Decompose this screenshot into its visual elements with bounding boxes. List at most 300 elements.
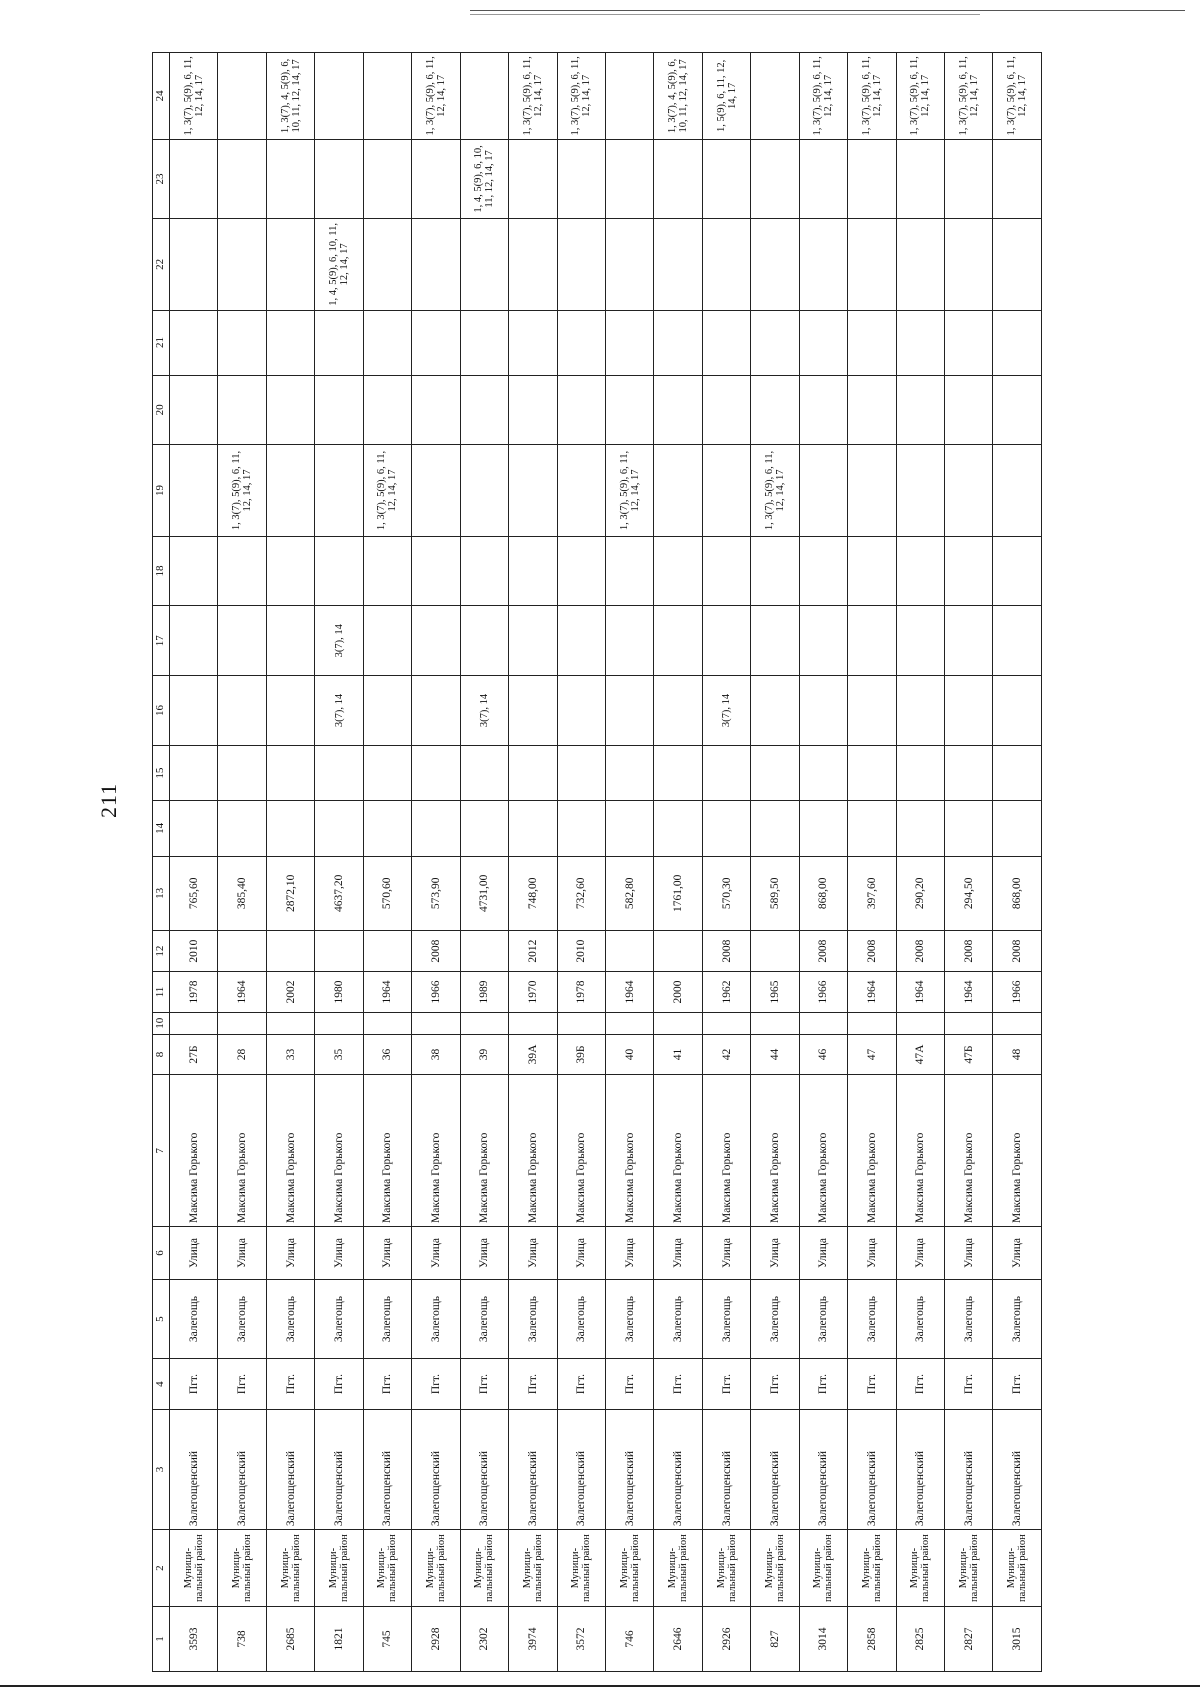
- cell-c7: Максима Горького: [993, 1075, 1042, 1227]
- cell-c22: [848, 219, 896, 310]
- cell-c16: [993, 676, 1042, 746]
- cell-c5: Залегощь: [605, 1279, 653, 1358]
- cell-c15: [266, 745, 314, 800]
- cell-c3: Залегощенский: [363, 1409, 411, 1529]
- cell-c19: [896, 445, 944, 536]
- cell-c21: [751, 310, 799, 375]
- cell-c17: [218, 606, 266, 676]
- cell-c17: [460, 606, 508, 676]
- cell-c20: [848, 375, 896, 445]
- cell-c15: [799, 745, 847, 800]
- cell-c18: [896, 536, 944, 606]
- cell-c5: Залегощь: [170, 1279, 218, 1358]
- cell-c12: [218, 931, 266, 972]
- cell-c17: 3(7), 14: [315, 606, 363, 676]
- cell-c6: Улица: [218, 1227, 266, 1280]
- cell-c17: [654, 606, 702, 676]
- cell-c18: [945, 536, 993, 606]
- column-header: 15: [153, 745, 170, 800]
- cell-c3: Залегощенский: [896, 1409, 944, 1529]
- cell-c11: 1966: [799, 972, 847, 1013]
- column-header: 20: [153, 375, 170, 445]
- cell-c10: [896, 1012, 944, 1034]
- table-row: [751, 53, 799, 1672]
- cell-c19: 1, 3(7), 5(9), 6, 11, 12, 14, 17: [218, 445, 266, 536]
- cell-c1: 2928: [412, 1607, 460, 1672]
- cell-c19: [557, 445, 605, 536]
- column-header: 14: [153, 801, 170, 856]
- cell-c10: [654, 1012, 702, 1034]
- cell-c18: [751, 536, 799, 606]
- cell-c13: 294,50: [945, 856, 993, 931]
- cell-c2: Муници-пальный район: [509, 1530, 557, 1607]
- cell-c24: 1, 3(7), 5(9), 6, 11, 12, 14, 17: [896, 53, 944, 140]
- cell-c17: [993, 606, 1042, 676]
- cell-c7: Максима Горького: [848, 1075, 896, 1227]
- cell-c21: [460, 310, 508, 375]
- cell-c22: [363, 219, 411, 310]
- cell-c23: [945, 139, 993, 218]
- cell-c3: Залегощенский: [848, 1409, 896, 1529]
- cell-c14: [945, 801, 993, 856]
- cell-c8: 46: [799, 1034, 847, 1075]
- column-header: 10: [153, 1012, 170, 1034]
- cell-c19: 1, 3(7), 5(9), 6, 11, 12, 14, 17: [605, 445, 653, 536]
- cell-c11: 1989: [460, 972, 508, 1013]
- cell-c2: Муници-пальный район: [363, 1530, 411, 1607]
- cell-c13: 4731,00: [460, 856, 508, 931]
- cell-c11: 1964: [945, 972, 993, 1013]
- cell-c5: Залегощь: [654, 1279, 702, 1358]
- cell-c16: [654, 676, 702, 746]
- cell-c10: [460, 1012, 508, 1034]
- cell-c24: [460, 53, 508, 140]
- cell-c14: [363, 801, 411, 856]
- cell-c10: [363, 1012, 411, 1034]
- cell-c13: 397,60: [848, 856, 896, 931]
- cell-c7: Максима Горького: [799, 1075, 847, 1227]
- bottom-rule: [0, 1685, 1200, 1687]
- cell-c8: 28: [218, 1034, 266, 1075]
- cell-c23: [266, 139, 314, 218]
- cell-c20: [799, 375, 847, 445]
- cell-c19: [654, 445, 702, 536]
- cell-c1: 3014: [799, 1607, 847, 1672]
- cell-c5: Залегощь: [509, 1279, 557, 1358]
- cell-c8: 27Б: [170, 1034, 218, 1075]
- cell-c2: Муници-пальный район: [993, 1530, 1042, 1607]
- cell-c19: [315, 445, 363, 536]
- cell-c23: [412, 139, 460, 218]
- cell-c10: [993, 1012, 1042, 1034]
- cell-c5: Залегощь: [266, 1279, 314, 1358]
- cell-c10: [412, 1012, 460, 1034]
- cell-c3: Залегощенский: [460, 1409, 508, 1529]
- cell-c14: [170, 801, 218, 856]
- column-header: 5: [153, 1279, 170, 1358]
- cell-c16: [751, 676, 799, 746]
- cell-c22: [654, 219, 702, 310]
- cell-c20: [412, 375, 460, 445]
- cell-c8: 47А: [896, 1034, 944, 1075]
- cell-c2: Муници-пальный район: [557, 1530, 605, 1607]
- cell-c19: [702, 445, 750, 536]
- cell-c10: [848, 1012, 896, 1034]
- cell-c1: 2646: [654, 1607, 702, 1672]
- cell-c16: [218, 676, 266, 746]
- cell-c19: [945, 445, 993, 536]
- cell-c24: 1, 3(7), 5(9), 6, 11, 12, 14, 17: [170, 53, 218, 140]
- cell-c22: [412, 219, 460, 310]
- cell-c18: [460, 536, 508, 606]
- cell-c22: [266, 219, 314, 310]
- table-row: [509, 53, 557, 1672]
- cell-c15: [509, 745, 557, 800]
- cell-c14: [848, 801, 896, 856]
- cell-c6: Улица: [315, 1227, 363, 1280]
- cell-c6: Улица: [412, 1227, 460, 1280]
- cell-c24: 1, 3(7), 5(9), 6, 11, 12, 14, 17: [993, 53, 1042, 140]
- table-row: [557, 53, 605, 1672]
- cell-c15: [363, 745, 411, 800]
- cell-c22: [557, 219, 605, 310]
- cell-c10: [266, 1012, 314, 1034]
- column-header: 3: [153, 1409, 170, 1529]
- cell-c2: Муници-пальный район: [702, 1530, 750, 1607]
- cell-c11: 1964: [363, 972, 411, 1013]
- cell-c14: [460, 801, 508, 856]
- cell-c20: [315, 375, 363, 445]
- cell-c11: 1964: [848, 972, 896, 1013]
- table-row: [945, 53, 993, 1672]
- cell-c7: Максима Горького: [896, 1075, 944, 1227]
- cell-c12: 2008: [848, 931, 896, 972]
- cell-c18: [363, 536, 411, 606]
- cell-c18: [218, 536, 266, 606]
- cell-c20: [363, 375, 411, 445]
- cell-c11: 1964: [896, 972, 944, 1013]
- cell-c23: [896, 139, 944, 218]
- cell-c2: Муници-пальный район: [799, 1530, 847, 1607]
- cell-c13: 290,20: [896, 856, 944, 931]
- cell-c7: Максима Горького: [170, 1075, 218, 1227]
- cell-c17: [509, 606, 557, 676]
- cell-c22: [460, 219, 508, 310]
- cell-c11: 1962: [702, 972, 750, 1013]
- cell-c6: Улица: [557, 1227, 605, 1280]
- cell-c23: [170, 139, 218, 218]
- cell-c23: [751, 139, 799, 218]
- cell-c23: [654, 139, 702, 218]
- cell-c14: [412, 801, 460, 856]
- column-header: 11: [153, 972, 170, 1013]
- table-row: [605, 53, 653, 1672]
- cell-c7: Максима Горького: [557, 1075, 605, 1227]
- cell-c11: 1965: [751, 972, 799, 1013]
- cell-c22: [509, 219, 557, 310]
- cell-c24: 1, 3(7), 5(9), 6, 11, 12, 14, 17: [412, 53, 460, 140]
- cell-c18: [315, 536, 363, 606]
- cell-c14: [799, 801, 847, 856]
- cell-c1: 2858: [848, 1607, 896, 1672]
- cell-c20: [509, 375, 557, 445]
- cell-c19: [848, 445, 896, 536]
- cell-c11: 1978: [170, 972, 218, 1013]
- cell-c12: 2010: [170, 931, 218, 972]
- cell-c3: Залегощенский: [170, 1409, 218, 1529]
- cell-c17: [605, 606, 653, 676]
- cell-c14: [993, 801, 1042, 856]
- cell-c3: Залегощенский: [799, 1409, 847, 1529]
- cell-c22: [799, 219, 847, 310]
- cell-c19: [266, 445, 314, 536]
- cell-c17: [751, 606, 799, 676]
- cell-c21: [170, 310, 218, 375]
- cell-c23: [702, 139, 750, 218]
- cell-c2: Муници-пальный район: [412, 1530, 460, 1607]
- cell-c18: [702, 536, 750, 606]
- cell-c8: 41: [654, 1034, 702, 1075]
- cell-c14: [266, 801, 314, 856]
- cell-c8: 33: [266, 1034, 314, 1075]
- cell-c1: 746: [605, 1607, 653, 1672]
- cell-c18: [557, 536, 605, 606]
- cell-c7: Максима Горького: [266, 1075, 314, 1227]
- cell-c2: Муници-пальный район: [315, 1530, 363, 1607]
- table-row: [993, 53, 1042, 1672]
- cell-c4: Пгт.: [993, 1359, 1042, 1410]
- cell-c16: 3(7), 14: [315, 676, 363, 746]
- cell-c13: 570,30: [702, 856, 750, 931]
- cell-c16: [509, 676, 557, 746]
- top-rule: [470, 10, 1185, 11]
- cell-c16: [799, 676, 847, 746]
- column-header: 22: [153, 219, 170, 310]
- cell-c8: 44: [751, 1034, 799, 1075]
- cell-c15: [751, 745, 799, 800]
- cell-c12: 2008: [993, 931, 1042, 972]
- cell-c15: [848, 745, 896, 800]
- column-header: 7: [153, 1075, 170, 1227]
- cell-c14: [751, 801, 799, 856]
- cell-c21: [799, 310, 847, 375]
- cell-c11: 1970: [509, 972, 557, 1013]
- cell-c24: [315, 53, 363, 140]
- cell-c10: [751, 1012, 799, 1034]
- cell-c13: 573,90: [412, 856, 460, 931]
- cell-c21: [702, 310, 750, 375]
- cell-c18: [509, 536, 557, 606]
- cell-c19: 1, 3(7), 5(9), 6, 11, 12, 14, 17: [751, 445, 799, 536]
- cell-c4: Пгт.: [557, 1359, 605, 1410]
- column-header: 17: [153, 606, 170, 676]
- table-row: [896, 53, 944, 1672]
- cell-c13: 582,80: [605, 856, 653, 931]
- cell-c14: [557, 801, 605, 856]
- cell-c4: Пгт.: [170, 1359, 218, 1410]
- cell-c24: 1, 3(7), 4, 5(9), 6, 10, 11, 12, 14, 17: [266, 53, 314, 140]
- column-header: 24: [153, 53, 170, 140]
- cell-c7: Максима Горького: [412, 1075, 460, 1227]
- cell-c18: [799, 536, 847, 606]
- cell-c21: [848, 310, 896, 375]
- cell-c4: Пгт.: [315, 1359, 363, 1410]
- cell-c2: Муници-пальный район: [945, 1530, 993, 1607]
- cell-c5: Залегощь: [460, 1279, 508, 1358]
- cell-c24: [218, 53, 266, 140]
- cell-c7: Максима Горького: [654, 1075, 702, 1227]
- cell-c22: [945, 219, 993, 310]
- cell-c13: 765,60: [170, 856, 218, 931]
- cell-c6: Улица: [993, 1227, 1042, 1280]
- cell-c3: Залегощенский: [315, 1409, 363, 1529]
- cell-c4: Пгт.: [509, 1359, 557, 1410]
- cell-c13: 4637,20: [315, 856, 363, 931]
- cell-c19: [412, 445, 460, 536]
- column-header: 4: [153, 1359, 170, 1410]
- cell-c2: Муници-пальный район: [460, 1530, 508, 1607]
- cell-c14: [315, 801, 363, 856]
- cell-c20: [266, 375, 314, 445]
- address-register-table: [152, 52, 1042, 1672]
- cell-c19: [509, 445, 557, 536]
- cell-c22: [993, 219, 1042, 310]
- cell-c1: 3593: [170, 1607, 218, 1672]
- cell-c22: 1, 4, 5(9), 6, 10, 11, 12, 14, 17: [315, 219, 363, 310]
- cell-c8: 42: [702, 1034, 750, 1075]
- cell-c12: [266, 931, 314, 972]
- cell-c3: Залегощенский: [509, 1409, 557, 1529]
- cell-c18: [654, 536, 702, 606]
- cell-c12: [751, 931, 799, 972]
- cell-c5: Залегощь: [315, 1279, 363, 1358]
- cell-c19: [460, 445, 508, 536]
- cell-c16: [363, 676, 411, 746]
- cell-c13: 748,00: [509, 856, 557, 931]
- cell-c3: Залегощенский: [218, 1409, 266, 1529]
- cell-c1: 2825: [896, 1607, 944, 1672]
- cell-c8: 36: [363, 1034, 411, 1075]
- cell-c14: [896, 801, 944, 856]
- cell-c13: 868,00: [799, 856, 847, 931]
- cell-c22: [751, 219, 799, 310]
- cell-c11: 1980: [315, 972, 363, 1013]
- cell-c8: 39: [460, 1034, 508, 1075]
- column-header: 19: [153, 445, 170, 536]
- cell-c11: 1964: [218, 972, 266, 1013]
- cell-c15: [218, 745, 266, 800]
- cell-c10: [315, 1012, 363, 1034]
- table-row: [848, 53, 896, 1672]
- table-row: [266, 53, 314, 1672]
- cell-c1: 3572: [557, 1607, 605, 1672]
- cell-c15: [557, 745, 605, 800]
- cell-c4: Пгт.: [605, 1359, 653, 1410]
- cell-c1: 745: [363, 1607, 411, 1672]
- cell-c20: [945, 375, 993, 445]
- cell-c2: Муници-пальный район: [605, 1530, 653, 1607]
- cell-c8: 40: [605, 1034, 653, 1075]
- cell-c1: 3974: [509, 1607, 557, 1672]
- cell-c21: [412, 310, 460, 375]
- cell-c11: 1966: [993, 972, 1042, 1013]
- cell-c8: 47Б: [945, 1034, 993, 1075]
- cell-c8: 39А: [509, 1034, 557, 1075]
- cell-c20: [896, 375, 944, 445]
- cell-c11: 1978: [557, 972, 605, 1013]
- cell-c19: 1, 3(7), 5(9), 6, 11, 12, 14, 17: [363, 445, 411, 536]
- cell-c5: Залегощь: [993, 1279, 1042, 1358]
- cell-c23: [799, 139, 847, 218]
- cell-c4: Пгт.: [460, 1359, 508, 1410]
- cell-c6: Улица: [509, 1227, 557, 1280]
- cell-c20: [993, 375, 1042, 445]
- cell-c22: [896, 219, 944, 310]
- cell-c2: Муници-пальный район: [170, 1530, 218, 1607]
- cell-c14: [702, 801, 750, 856]
- cell-c13: 589,50: [751, 856, 799, 931]
- cell-c21: [363, 310, 411, 375]
- cell-c14: [654, 801, 702, 856]
- cell-c16: 3(7), 14: [702, 676, 750, 746]
- table-body: [170, 53, 1042, 1672]
- cell-c14: [605, 801, 653, 856]
- cell-c16: [170, 676, 218, 746]
- cell-c5: Залегощь: [363, 1279, 411, 1358]
- cell-c23: [848, 139, 896, 218]
- cell-c20: [170, 375, 218, 445]
- cell-c16: [945, 676, 993, 746]
- cell-c22: [702, 219, 750, 310]
- cell-c7: Максима Горького: [605, 1075, 653, 1227]
- column-header: 12: [153, 931, 170, 972]
- cell-c12: 2010: [557, 931, 605, 972]
- table-row: [702, 53, 750, 1672]
- cell-c5: Залегощь: [848, 1279, 896, 1358]
- table-row: [315, 53, 363, 1672]
- cell-c15: [993, 745, 1042, 800]
- column-header: 18: [153, 536, 170, 606]
- cell-c20: [605, 375, 653, 445]
- cell-c21: [993, 310, 1042, 375]
- cell-c16: [412, 676, 460, 746]
- cell-c12: 2008: [896, 931, 944, 972]
- column-header: 16: [153, 676, 170, 746]
- cell-c3: Залегощенский: [266, 1409, 314, 1529]
- cell-c19: [993, 445, 1042, 536]
- cell-c19: [170, 445, 218, 536]
- cell-c12: [460, 931, 508, 972]
- cell-c2: Муници-пальный район: [218, 1530, 266, 1607]
- cell-c15: [460, 745, 508, 800]
- table-row: [218, 53, 266, 1672]
- cell-c13: 570,60: [363, 856, 411, 931]
- cell-c12: [363, 931, 411, 972]
- cell-c1: 2827: [945, 1607, 993, 1672]
- cell-c1: 2685: [266, 1607, 314, 1672]
- cell-c23: [605, 139, 653, 218]
- page-number: 211: [96, 782, 121, 818]
- cell-c18: [848, 536, 896, 606]
- cell-c8: 35: [315, 1034, 363, 1075]
- table-row: [799, 53, 847, 1672]
- cell-c11: 1966: [412, 972, 460, 1013]
- cell-c3: Залегощенский: [654, 1409, 702, 1529]
- cell-c7: Максима Горького: [363, 1075, 411, 1227]
- cell-c20: [751, 375, 799, 445]
- cell-c1: 738: [218, 1607, 266, 1672]
- cell-c1: 2926: [702, 1607, 750, 1672]
